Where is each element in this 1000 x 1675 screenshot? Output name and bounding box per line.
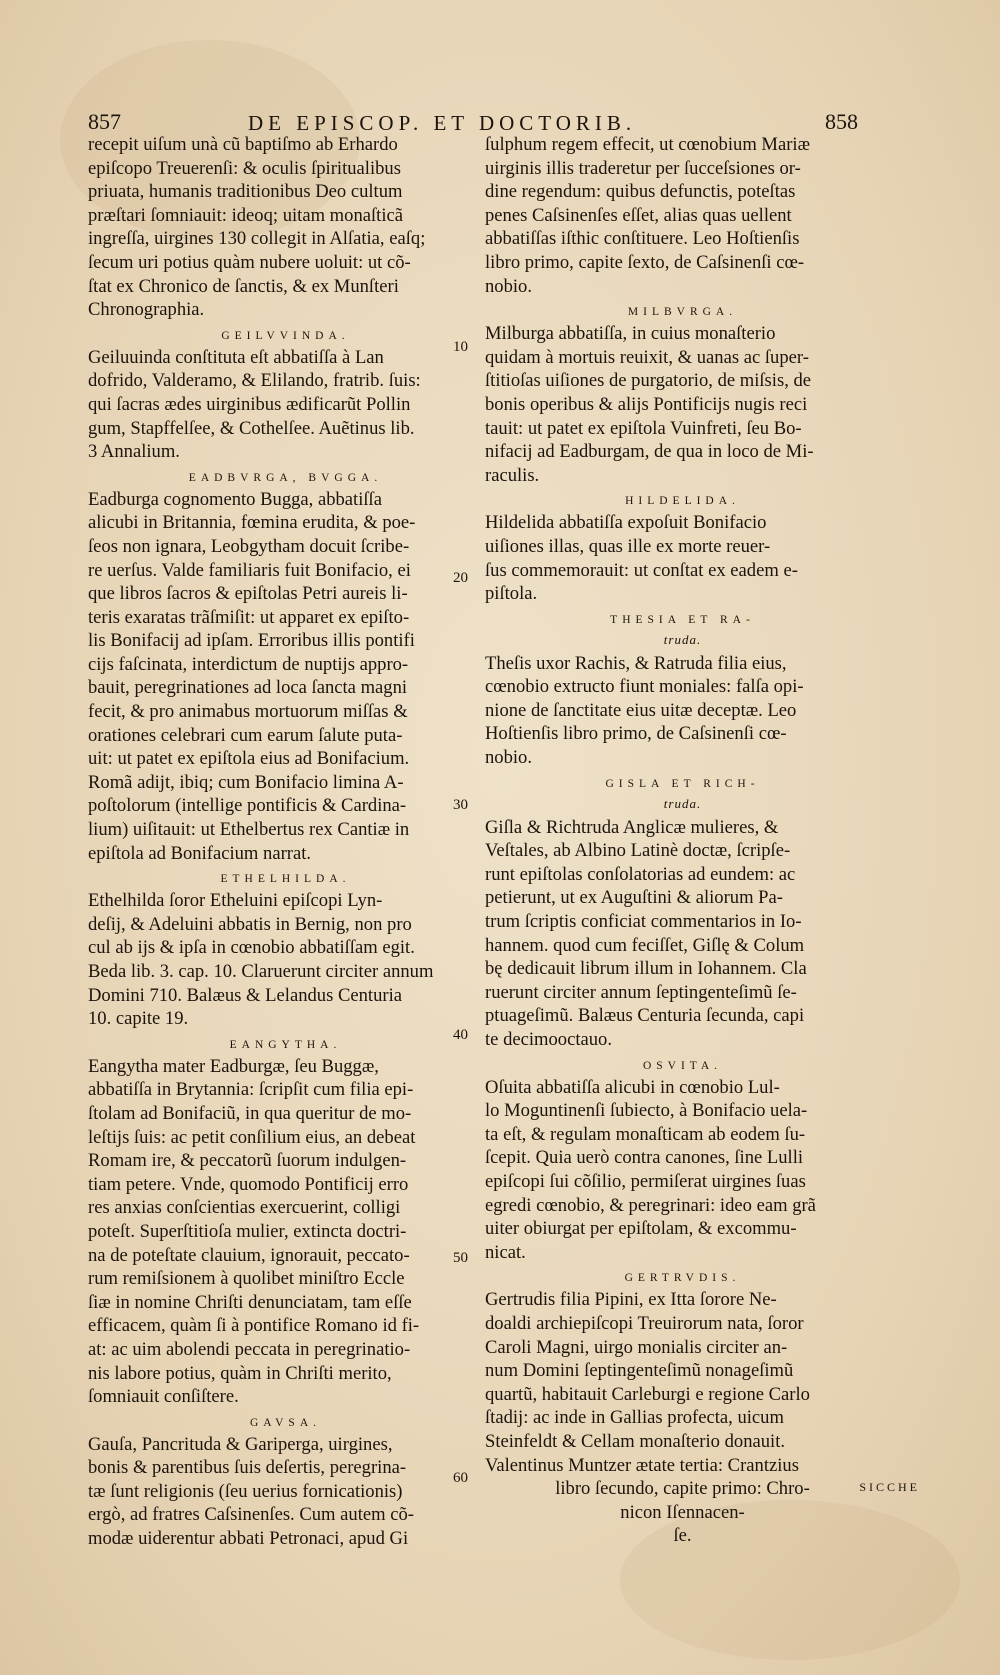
text-line: nicon Iſennacen- [620,1501,745,1523]
text-line: Giſla & Richtruda Anglicæ mulieres, & [485,816,779,838]
text-line: lium) uiſitauit: ut Ethelbertus rex Cantiæ in [88,819,410,841]
text-line: tiam petere. Vnde, quomodo Pontificij erro [88,1173,409,1195]
text-line: poteſt. Superſtitioſa mulier, extincta doctri- [88,1220,407,1242]
text-line: nicat. [485,1241,526,1263]
text-line: uiter obiurgat per epiſtolam, & excommu- [485,1218,797,1240]
text-line: nifacij ad Eadburgam, de qua in loco de Mi- [485,441,814,463]
text-line: ſtat ex Chronico de ſanctis, & ex Munſteri [88,275,399,297]
text-line: nis labore potius, quàm in Chriſti merito, [88,1362,392,1384]
text-line: abbatiſſa in Brytannia: ſcripſit cum filia epi- [88,1079,414,1101]
text-line: alicubi in Britannia, fœmina erudita, & poe- [88,512,416,534]
text-line: num Domini ſeptingenteſimũ nonageſimũ [485,1360,794,1382]
text-line: Gauſa, Pancrituda & Gariperga, uirgines, [88,1433,393,1455]
text-line: Valentinus Muntzer ætate tertia: Crantzius [485,1454,799,1476]
section-heading: THESIA ET RA- [610,613,755,626]
text-line: Steinfeldt & Cellam monaſterio donauit. [485,1430,786,1452]
text-line: qui ſacras ædes uirginibus ædificarũt Pollin [88,393,411,415]
text-line: ſiæ in nomine Chriſti denunciatam, tam eſſe [88,1291,412,1313]
text-line: epiſcopo Treuerenſi: & oculis ſpiritualibus [88,157,401,179]
text-line: Romã adijt, ibiq; cum Bonifacio limina A- [88,771,404,793]
line-number: 50 [453,1250,468,1266]
text-line: fecit, & pro animabus mortuorum miſſas & [88,701,408,723]
text-line: ſus commemorauit: ut conſtat ex eadem e- [485,559,798,581]
text-line: ruerunt circiter annum ſeptingenteſimũ ſe- [485,981,797,1003]
text-line: ſtolam ad Bonifaciũ, in qua queritur de mo- [88,1102,412,1124]
page-number-right: 858 [825,109,858,134]
line-number: 20 [453,570,468,586]
text-line: ſeos non ignara, Leobgytham docuit ſcribe- [88,535,410,557]
text-line: ſulphum regem effecit, ut cœnobium Mariæ [485,134,810,155]
text-line: cijs faſcinata, interdictum de nuptijs appro- [88,653,409,675]
section-heading: GISLA ET RICH- [605,777,760,790]
text-line: abbatiſſas iſthic conſtituere. Leo Hoſtienſis [485,228,800,250]
text-line: Beda lib. 3. cap. 10. Claruerunt circiter annum [88,961,434,982]
catchword: SICCHE [859,1480,920,1494]
text-line: priuata, humanis traditionibus Deo cultum [88,181,403,203]
text-line: Domini 710. Balæus & Lelandus Centuria [88,984,402,1006]
text-line: que libros ſacros & epiſtolas Petri aureis li- [88,583,408,605]
text-line: petierunt, ut ex Auguſtini & aliorum Pa- [485,887,783,909]
text-line: na de poteſtate clauium, ignorauit, peccato- [88,1244,410,1266]
text-line: ta eſt, & regulam monaſticam ab eodem ſu- [485,1123,806,1145]
text-line: penes Caſsinenſes eſſet, alias quas uellent [485,204,792,226]
text-line: Hildelida abbatiſſa expoſuit Bonifacio [485,512,767,534]
text-line: dofrido, Valderamo, & Elilando, fratrib. ſuis: [88,370,421,392]
text-line: doaldi archiepiſcopi Treuirorum nata, ſoror [485,1312,804,1334]
text-line: bauit, peregrinationes ad loca ſancta magni [88,677,408,699]
line-number: 60 [453,1470,468,1486]
section-heading: EANGYTHA. [229,1038,342,1051]
text-line: Eadburga cognomento Bugga, abbatiſſa [88,488,382,510]
text-line: Hoſtienſis libro primo, de Caſsinenſi cœ- [485,723,787,745]
text-line: efficacem, quàm ſi à pontifice Romano id fi- [88,1315,420,1337]
line-number: 10 [453,339,468,355]
text-line: ſtadij: ac inde in Gallias profecta, uicum [485,1407,784,1429]
text-line: gum, Stapffelſee, & Cothelſee. Auẽtinus lib. [88,417,415,439]
text-line: runt epiſtolas conſolatorias ad eundem: ac [485,863,796,885]
text-line: Romam ire, & peccatorũ ſuorum indulgen- [88,1150,407,1172]
section-heading: EADBVRGA, BVGGA. [188,471,383,484]
section-heading: OSVITA. [642,1059,723,1072]
section-heading: GAVSA. [249,1416,321,1429]
text-line: bonis & parentibus ſuis deſertis, peregrina- [88,1457,407,1479]
text-line: ſtitioſas uiſiones de purgatorio, de miſsis, de [485,370,812,392]
text-line: Gertrudis filia Pipini, ex Itta ſorore Ne- [485,1289,777,1311]
text-line: Veſtales, ab Albino Latinè doctæ, ſcripſe- [485,840,791,862]
section-heading: ETHELHILDA. [220,873,351,886]
text-line: libro ſecundo, capite primo: Chro- [555,1478,810,1500]
text-line: cœnobio extructo fiunt moniales: falſa opi- [485,676,804,698]
text-line: bonis operibus & alijs Pontificijs nugis reci [485,393,808,415]
left-column [88,133,483,1551]
text-line: præſtari ſomniauit: ideoq; uitam monaſticã [88,204,403,226]
text-line: Caroli Magni, uirgo monialis circiter an- [485,1336,788,1358]
text-line: Oſuita abbatiſſa alicubi in cœnobio Lul- [485,1076,780,1098]
text-line: uiſiones illas, quas ille ex morte reuer- [485,535,771,557]
text-line: hannem. quod cum feciſſet, Giſlę & Colum [485,934,805,956]
text-line: tauit: ut patet ex epiſtola Vuinfreti, ſeu Bo- [485,417,802,439]
text-line: res anxias conſcientias exercuerint, colligi [88,1197,401,1219]
text-line: libro primo, capite ſexto, de Caſsinenſi cœ- [485,251,805,273]
text-line: bę dedicauit librum illum in Iohannem. Cla [485,958,807,980]
text-line: deſij, & Adeluini abbatis in Bernig, non pro [88,913,412,935]
running-title: DE EPISCOP. ET DOCTORIB. [248,111,637,135]
text-line: dine regendum: quibus defunctis, poteſtas [485,181,796,203]
text-line: quartũ, habitauit Carleburgi e regione Carlo [485,1383,810,1405]
section-heading: GERTRVDIS. [624,1272,741,1285]
text-line: Milburga abbatiſſa, in cuius monaſterio [485,323,776,345]
text-line: nione de ſanctitate eius uitæ deceptæ. Leo [485,699,797,721]
text-line: nobio. [485,747,533,769]
text-line: orationes celebrari cum earum ſalute puta- [88,724,403,746]
text-line: piſtola. [485,583,538,605]
text-line: ptuageſimũ. Balæus Centuria ſecunda, capi [485,1005,805,1027]
text-line: cul ab ijs & ipſa in cœnobio abbatiſſam egit. [88,937,415,959]
text-line: ſecum uri potius quàm nubere uoluit: ut cõ- [88,251,411,273]
text-line: ergò, ad fratres Caſsinenſes. Cum autem cõ- [88,1504,414,1526]
text-line: uit: ut patet ex epiſtola eius ad Bonifacium. [88,748,410,770]
text-line: 3 Annalium. [88,441,180,463]
line-number: 30 [453,797,468,813]
text-line: epiſcopi ſui cõſilio, permiſerat uirgines ſuas [485,1170,806,1192]
text-line: recepit uiſum unà cũ baptiſmo ab Erhardo [88,134,398,155]
right-column [485,133,880,1548]
section-subheading: truda. [663,795,702,811]
text-line: lis Bonifacij ad ipſam. Erroribus illis pontifi [88,630,415,652]
text-line: Chronographia. [88,299,205,321]
line-number: 40 [453,1027,468,1043]
text-line: ſcepit. Quia uerò contra canones, ſine Lulli [485,1147,804,1169]
text-line: poſtolorum (intellige pontificis & Cardina- [88,795,407,817]
section-heading: HILDELIDA. [625,495,740,508]
text-line: 10. capite 19. [88,1008,189,1030]
text-line: at: ac uim abolendi peccata in peregrinatio- [88,1338,411,1360]
section-heading: GEILVVINDA. [221,329,350,342]
text-line: Geiluuinda conſtituta eſt abbatiſſa à Lan [88,346,384,368]
page-number-left: 857 [88,109,121,134]
text-line: re uerſus. Valde familiaris fuit Bonifacio, ei [88,559,411,581]
text-line: quidam à mortuis reuixit, & uanas ac ſuper- [485,346,809,368]
text-line: teris exaratas trãſmiſit: ut apparet ex epiſto- [88,606,410,628]
text-line: raculis. [485,464,540,486]
text-line: tæ ſunt religionis (ſeu uerius fornicationis) [88,1480,403,1502]
text-line: uirginis illis traderetur per ſucceſsiones or- [485,157,801,179]
text-line: rum remiſsionem à quolibet miniſtro Eccle [88,1268,405,1290]
text-line: epiſtola ad Bonifacium narrat. [88,842,312,864]
text-line: Ethelhilda ſoror Etheluini epiſcopi Lyn- [88,890,383,912]
text-line: te decimooctauo. [485,1029,613,1050]
text-line: nobio. [485,275,533,297]
text-line: lo Moguntinenſi ſubiecto, à Bonifacio uela- [485,1100,808,1122]
text-line: ſomniauit conſiſtere. [88,1386,239,1408]
text-line: trum ſcriptis conficiat commentarios in Io- [485,911,802,933]
section-subheading: truda. [663,631,702,647]
text-line: ingreſſa, uirgines 130 collegit in Alſatia, eaſq; [88,228,426,250]
text-line: Eangytha mater Eadburgæ, ſeu Buggæ, [88,1055,379,1077]
text-line: leſtijs ſuis: ac petit conſilium eius, an debeat [88,1126,416,1148]
text-line: egredi cœnobio, & peregrinari: ideo eam grã [485,1194,816,1216]
text-line: modæ uiderentur abbati Petronaci, apud Gi [88,1528,409,1550]
text-line: ſe. [673,1525,692,1547]
section-heading: MILBVRGA. [627,306,738,319]
text-line: Theſis uxor Rachis, & Ratruda filia eius, [485,652,787,674]
